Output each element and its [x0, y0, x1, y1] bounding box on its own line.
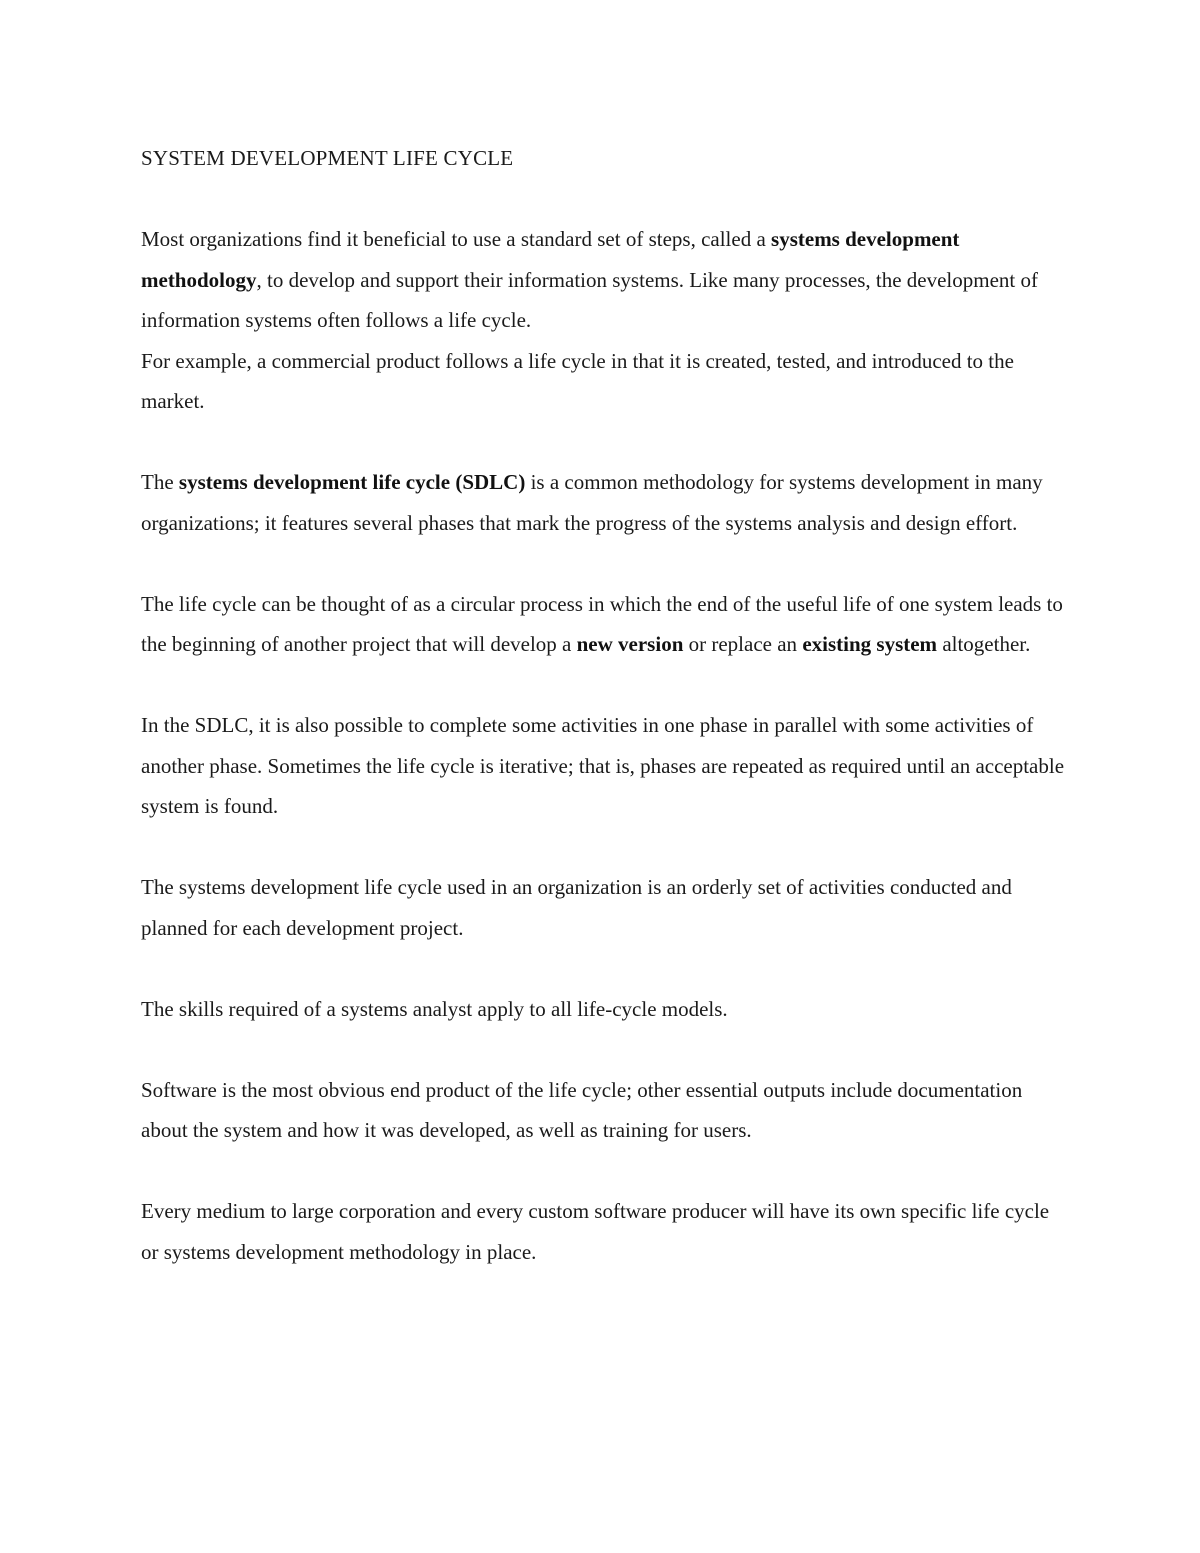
paragraph-corporate-methodology: Every medium to large corporation and every custom software producer will have its own specific life cycle or systems development methodology in place. [141, 1199, 1050, 1264]
paragraph-circular-process [141, 584, 1071, 665]
paragraph-text: altogether. [937, 632, 1031, 656]
bold-term-new-version: new version [576, 632, 684, 656]
paragraph-commercial-example: For example, a commercial product follows a life cycle in that it is created, tested, and introduced to the market. [141, 348, 1014, 413]
paragraph-text: The [141, 470, 179, 494]
paragraph-software-outputs: Software is the most obvious end product of the life cycle; other essential outputs include documentation about the system and how it was developed, as well as training for users. [141, 1077, 1023, 1142]
paragraph-sdlc-definition [141, 462, 1071, 543]
bold-term-systems-development-methodology: systems development methodology [141, 227, 960, 292]
paragraph-text: , to develop and support their information systems. Like many processes, the development of information systems often follows a life cycle. [141, 267, 1038, 332]
document-body [141, 138, 1071, 1313]
paragraph-orderly-activities: The systems development life cycle used in an organization is an orderly set of activities conducted and planned for each development project. [141, 875, 1012, 940]
bold-term-sdlc: systems development life cycle (SDLC) [178, 470, 526, 494]
paragraph-text: The life cycle can be thought of as a circular process in which the end of the useful life of one system leads to the beginning of another project that will develop a [141, 591, 1063, 656]
paragraph-analyst-skills: The skills required of a systems analyst apply to all life-cycle models. [141, 996, 728, 1021]
paragraph-parallel-phases: In the SDLC, it is also possible to complete some activities in one phase in parallel with some activities of another phase. Sometimes the life cycle is iterative; that is, phases are repeated as required until an acceptable system is found. [141, 713, 1065, 818]
paragraph-text: Most organizations find it beneficial to use a standard set of steps, called a [141, 227, 772, 251]
paragraph-text: or replace an [683, 632, 803, 656]
paragraph-text: is a common methodology for systems development in many organizations; it features several phases that mark the progress of the systems analysis and design effort. [141, 470, 1043, 535]
paragraph-methodology [141, 219, 1071, 341]
page-title: SYSTEM DEVELOPMENT LIFE CYCLE [141, 146, 514, 170]
bold-term-existing-system: existing system [802, 632, 938, 656]
